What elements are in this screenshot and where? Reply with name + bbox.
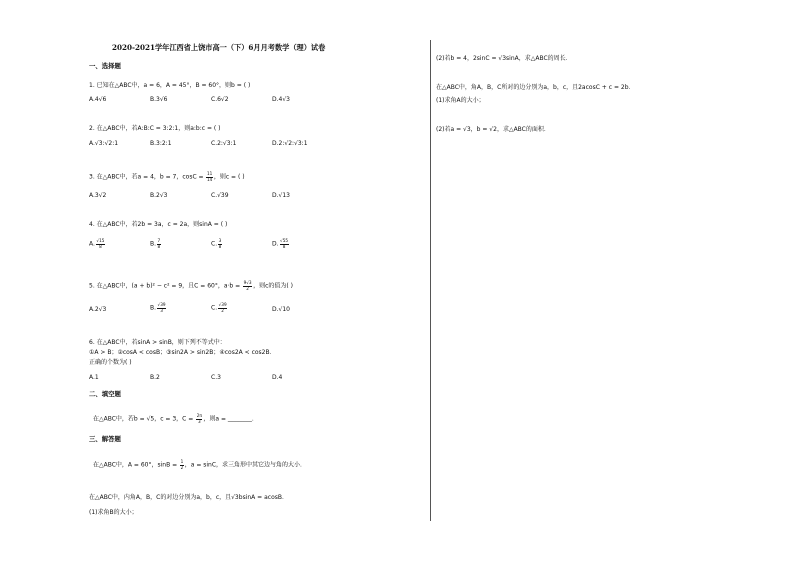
question-4-option-a: A. $\frac{√15}{8}$	[89, 238, 105, 249]
question-2-option-d: D.2:√2:√3:1	[272, 140, 308, 147]
question-6-option-d: D.4	[272, 374, 283, 381]
question-1-option-c: C.6√2	[211, 96, 229, 103]
question-6-option-c: C.3	[211, 374, 221, 381]
answer-question-3-stem: 在△ABC中，角A，B，C所对的边分别为a，b，c，且2acosC + c = 2b．	[436, 84, 635, 91]
question-2-option-b: B.3:2:1	[150, 140, 172, 147]
question-1-stem: 1. 已知在△ABC中，a = 6，A = 45°，B = 60°，则b = ( )	[89, 82, 251, 89]
question-4-option-c: C. $\frac{3}{8}$	[211, 238, 222, 249]
question-6-stem: 6. 在△ABC中，若sinA > sinB，则下列不等式中：	[89, 339, 226, 346]
question-6-option-b: B.2	[150, 374, 160, 381]
fill-question-stem: 在△ABC中，若b = √5，c = 3，C = $\frac{2\pi}{3}$ ，则a = ________．	[93, 413, 258, 424]
column-divider	[430, 40, 431, 521]
answer-question-3-part-2: (2)若a = √3，b = √2，求△ABC的面积．	[436, 126, 550, 133]
question-3-option-a: A.3√2	[89, 192, 107, 199]
question-6-option-a: A.1	[89, 374, 99, 381]
answer-question-2-part-2: (2)若b = 4，2sinC = √3sinA，求△ABC的周长．	[436, 55, 572, 62]
section-choice-heading: 一、选择题	[89, 62, 121, 70]
question-5-option-d: D.√10	[272, 306, 290, 313]
question-1-option-d: D.4√3	[272, 96, 290, 103]
fraction: $\frac{11}{14}$	[206, 171, 213, 182]
page-title: 2020-2021学年江西省上饶市高一（下）6月月考数学（理）试卷	[112, 43, 326, 52]
question-2-option-c: C.2:√3:1	[211, 140, 237, 147]
question-5-option-b: B. $\frac{√39}{3}$	[150, 302, 166, 313]
question-1-option-a: A.4√6	[89, 96, 107, 103]
question-4-option-b: B. $\frac{7}{8}$	[150, 238, 161, 249]
question-4-stem: 4. 在△ABC中，若2b = 3a，c = 2a，则sinA = ( )	[89, 221, 228, 228]
question-2-stem: 2. 在△ABC中，若A:B:C = 3:2:1，则a:b:c = ( )	[89, 125, 221, 132]
question-5-option-c: C. $\frac{√39}{2}$	[211, 302, 227, 313]
question-3-option-c: C.√39	[211, 192, 229, 199]
answer-question-1-stem: 在△ABC中，A = 60°，sinB = $\frac{1}{2}$ ，a = sinC，求三角形中其它边与角的大小．	[93, 459, 307, 470]
question-1-option-b: B.3√6	[150, 96, 168, 103]
question-3-stem: 3. 在△ABC中，若a = 4，b = 7，cosC = $\frac{11}{14}$ ，则c = ( )	[89, 171, 245, 182]
question-6-prompt: 正确的个数为( )	[89, 359, 132, 366]
answer-question-2-stem: 在△ABC中，内角A，B，C的对边分别为a，b，c，且√3bsinA = acosB．	[89, 494, 288, 501]
answer-question-3-part-1: (1)求角A的大小；	[436, 97, 485, 104]
answer-question-2-part-1: (1)求角B的大小；	[89, 509, 138, 516]
question-2-option-a: A.√3:√2:1	[89, 140, 119, 147]
section-fill-heading: 二、填空题	[89, 390, 121, 398]
question-5-stem: 5. 在△ABC中，(a + b)² − c² = 9，且C = 60°，a·b = $\frac{9√3}{2}$ ，则c的值为( )	[89, 280, 293, 291]
question-3-option-d: D.√13	[272, 192, 290, 199]
question-5-option-a: A.2√3	[89, 306, 107, 313]
section-answer-heading: 三、解答题	[89, 435, 121, 443]
question-3-option-b: B.2√3	[150, 192, 168, 199]
question-6-statements: ①A > B；②cosA < cosB；③sin2A > sin2B；④cos2A < cos2B．	[89, 349, 276, 356]
question-4-option-d: D. $\frac{√55}{8}$	[272, 238, 289, 249]
